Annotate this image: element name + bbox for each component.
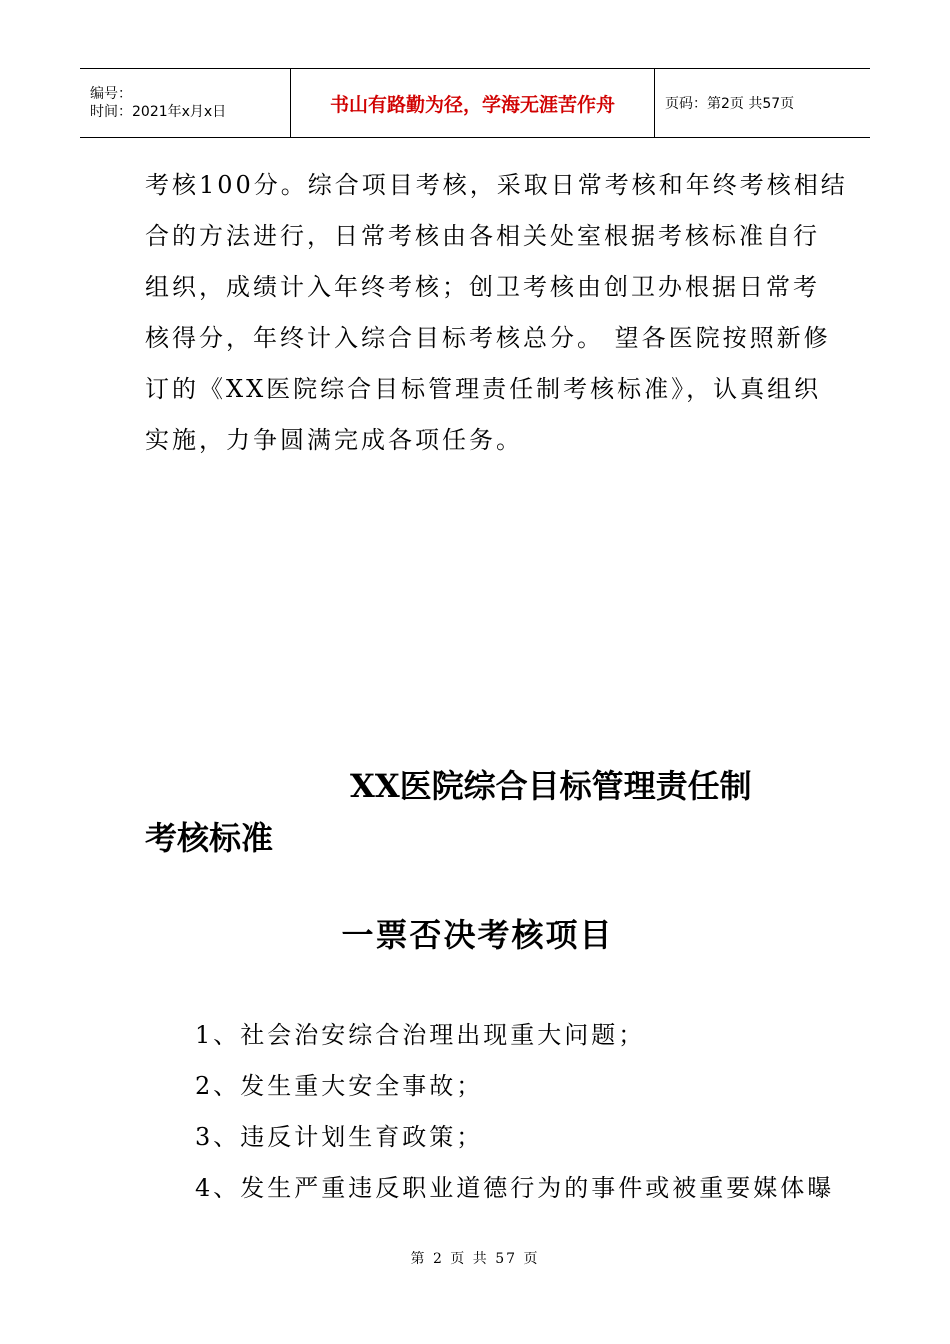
document-date: 时间：2021年x月x日: [90, 104, 227, 120]
header-page-info: [655, 69, 870, 137]
veto-item-list: [195, 1010, 835, 1214]
header-motto: [291, 69, 655, 137]
document-number-label: 编号：: [90, 86, 132, 102]
motto-text: 书山有路勤为径，学海无涯苦作舟: [329, 93, 615, 116]
title-line-1: XX医院综合目标管理责任制: [350, 767, 752, 805]
list-item: 1、社会治安综合治理出现重大问题；: [195, 1021, 646, 1049]
list-item: 2、发生重大安全事故；: [195, 1072, 484, 1100]
list-item: 4、发生严重违反职业道德行为的事件或被重要媒体曝: [195, 1174, 835, 1202]
paragraph-line: 订的《XX医院综合目标管理责任制考核标准》，认真组织: [145, 375, 822, 403]
paragraph-line: 实施，力争圆满完成各项任务。: [145, 426, 523, 454]
paragraph-line: 考核100分。综合项目考核，采取日常考核和年终考核相结: [145, 171, 848, 199]
body-paragraph: [145, 160, 848, 466]
page-info-text: 页码：第2页 共57页: [665, 96, 795, 112]
paragraph-line: 合的方法进行，日常考核由各相关处室根据考核标准自行: [145, 222, 820, 250]
list-item: 3、违反计划生育政策；: [195, 1123, 484, 1151]
title-line-2: 考核标准: [145, 819, 274, 857]
paragraph-line: 组织，成绩计入年终考核；创卫考核由创卫办根据日常考: [145, 273, 820, 301]
document-title: [145, 760, 810, 864]
paragraph-line: 核得分，年终计入综合目标考核总分。 望各医院按照新修: [145, 324, 831, 352]
section-heading: 一票否决考核项目: [341, 916, 614, 954]
page-header: [80, 68, 870, 138]
header-meta: [80, 69, 291, 137]
page-footer: 第 2 页 共 57 页: [410, 1251, 540, 1267]
